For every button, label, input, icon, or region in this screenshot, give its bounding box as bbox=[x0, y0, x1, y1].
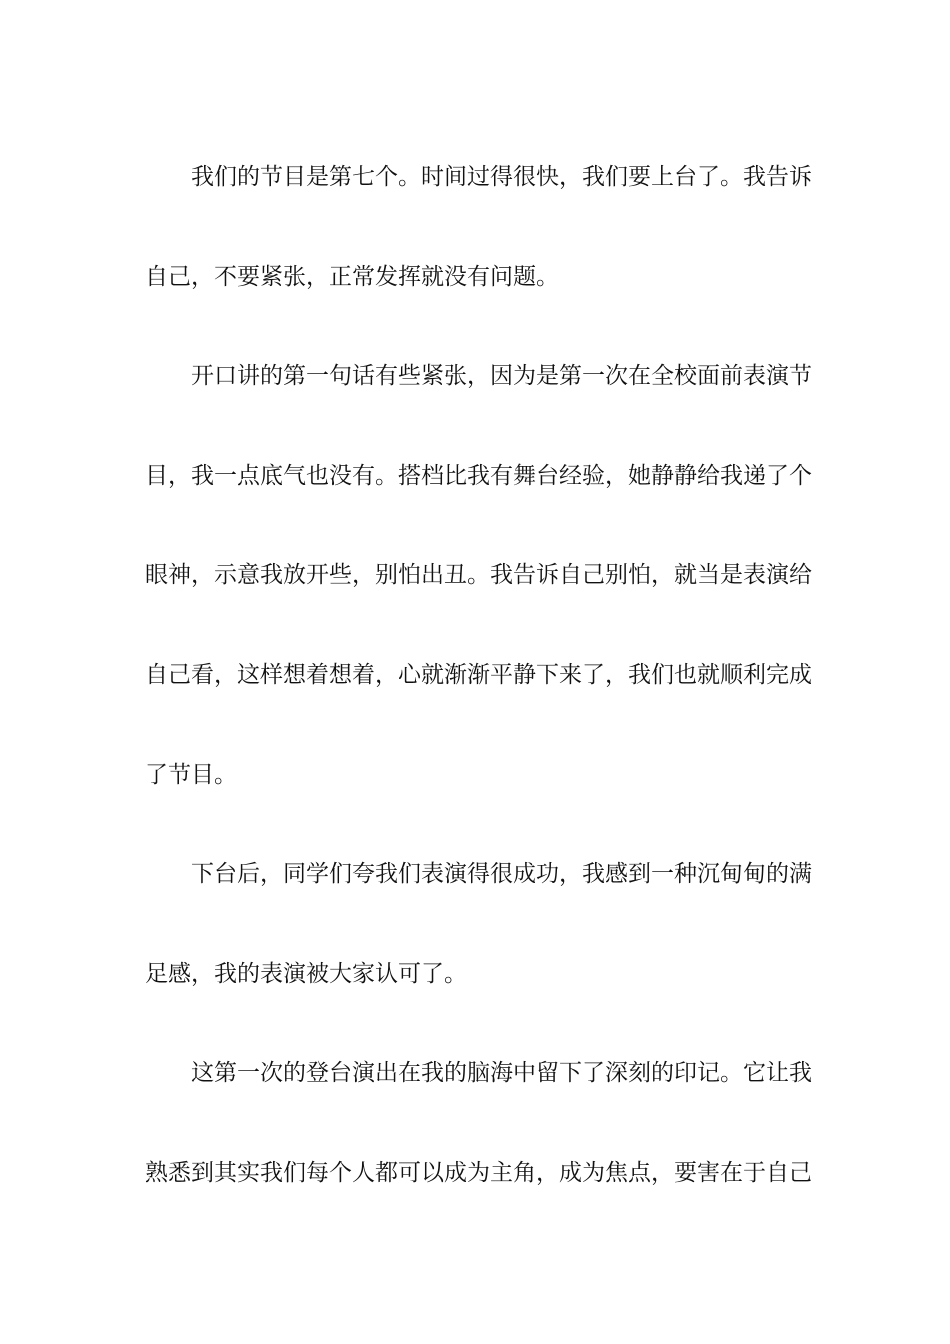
paragraph-line: 自己，不要紧张，正常发挥就没有问题。 bbox=[145, 263, 559, 290]
paragraph-2 bbox=[145, 327, 810, 825]
paragraph-line: 足感，我的表演被大家认可了。 bbox=[145, 960, 467, 987]
paragraph-line: 了节目。 bbox=[145, 761, 237, 788]
paragraph-4 bbox=[145, 1024, 810, 1223]
paragraph-line: 我们的节目是第七个。时间过得很快，我们要上台了。我告诉 bbox=[191, 164, 812, 190]
paragraph-line: 眼神，示意我放开些，别怕出丑。我告诉自己别怕，就当是表演给 bbox=[145, 562, 812, 589]
paragraph-line: 目，我一点底气也没有。搭档比我有舞台经验，她静静给我递了个 bbox=[145, 462, 812, 489]
essay-text bbox=[145, 128, 810, 1224]
paragraph-line: 这第一次的登台演出在我的脑海中留下了深刻的印记。它让我 bbox=[191, 1060, 812, 1087]
paragraph-line: 自己看，这样想着想着，心就渐渐平静下来了，我们也就顺利完成 bbox=[145, 661, 812, 688]
paragraph-line: 熟悉到其实我们每个人都可以成为主角，成为焦点，要害在于自己 bbox=[145, 1159, 812, 1186]
paragraph-line: 开口讲的第一句话有些紧张，因为是第一次在全校面前表演节 bbox=[191, 363, 812, 390]
paragraph-3 bbox=[145, 825, 810, 1024]
paragraph-line: 下台后，同学们夸我们表演得很成功，我感到一种沉甸甸的满 bbox=[191, 861, 812, 888]
paragraph-1 bbox=[145, 128, 810, 327]
